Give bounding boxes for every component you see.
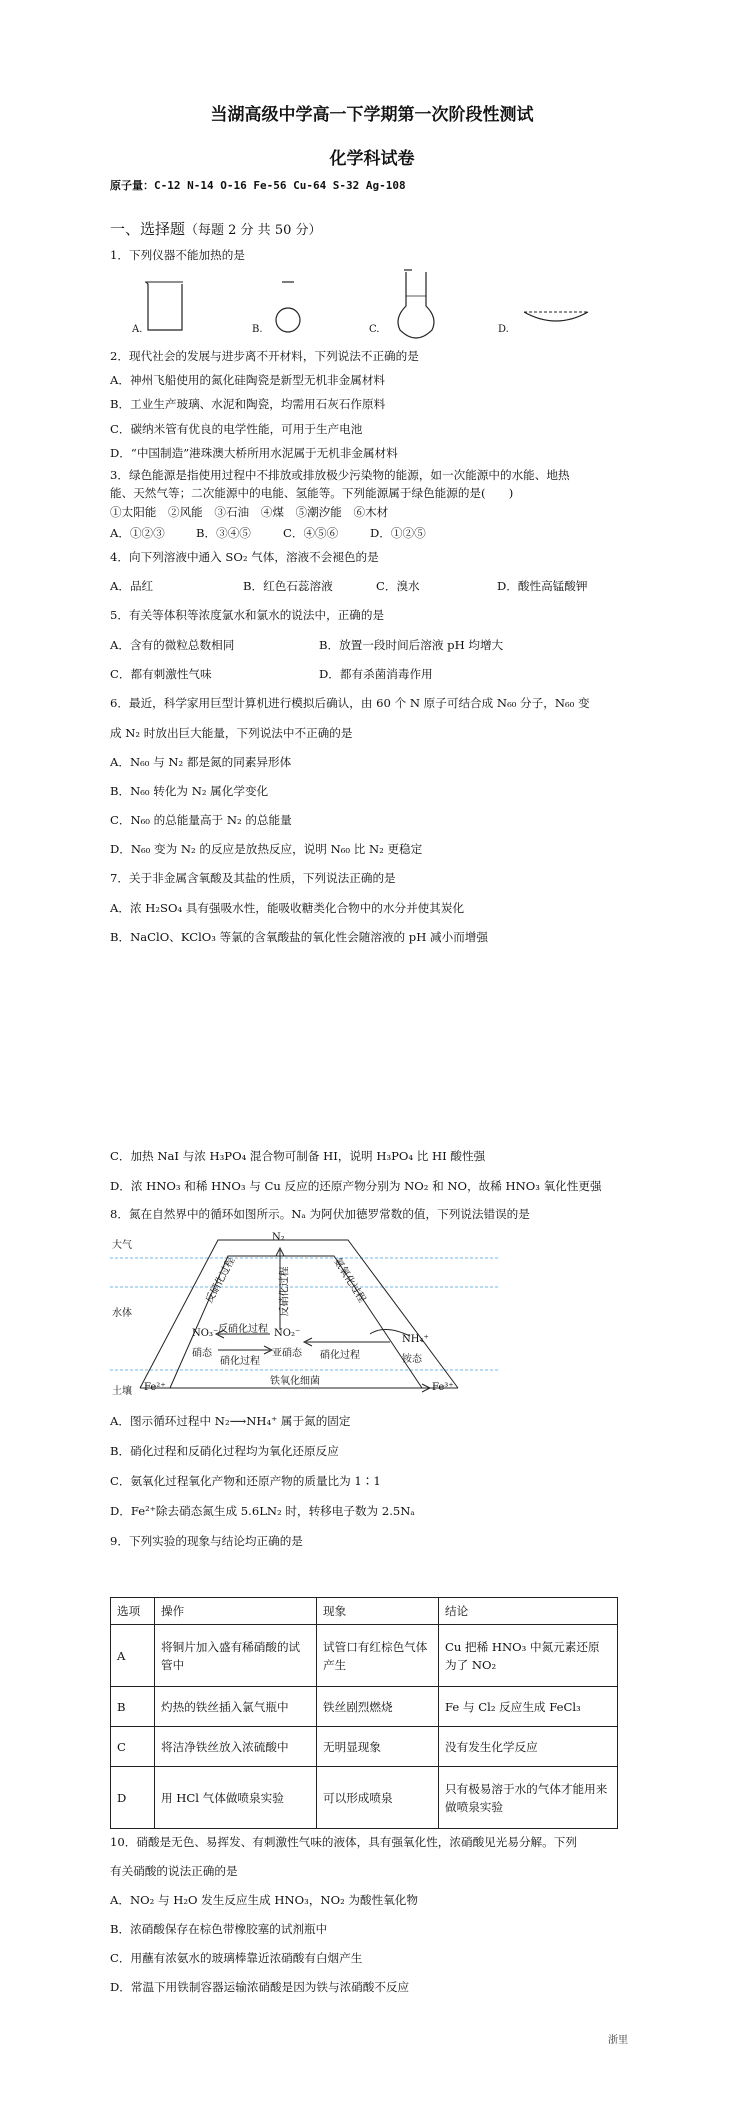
q10-line2: 有关硝酸的说法正确的是	[110, 1864, 238, 1878]
q3-line1: 3．绿色能源是指使用过程中不排放或排放极少污染物的能源，如一次能源中的水能、地热	[110, 468, 570, 482]
bacteria-label: 铁氧化细菌	[270, 1376, 320, 1387]
nh4-state: 铵态	[402, 1354, 422, 1365]
atomic-masses: 原子量：C-12 N-14 O-16 Fe-56 Cu-64 S-32 Ag-108	[110, 179, 406, 192]
table-cell: B	[111, 1687, 155, 1727]
q5-option-d: D．都有杀菌消毒作用	[319, 667, 433, 681]
q5-option-b: B．放置一段时间后溶液 pH 均增大	[319, 638, 504, 652]
table-cell: 试管口有红棕色气体产生	[317, 1625, 439, 1687]
header-conclusion: 结论	[439, 1598, 618, 1625]
evaporating-dish-icon	[520, 306, 592, 330]
q4-stem: 4．向下列溶液中通入 SO₂ 气体，溶液不会褪色的是	[110, 550, 379, 564]
arrow-bottom-label: 硝化过程	[220, 1356, 260, 1367]
q8-option-a: A．图示循环过程中 N₂⟶NH₄⁺ 属于氮的固定	[110, 1414, 351, 1428]
header-phenomenon: 现象	[317, 1598, 439, 1625]
table-cell: C	[111, 1727, 155, 1767]
q2-option-d: D．“中国制造”港珠澳大桥所用水泥属于无机非金属材料	[110, 446, 398, 460]
q8-option-b: B．硝化过程和反硝化过程均为氧化还原反应	[110, 1444, 339, 1458]
q1-label-a: A.	[132, 324, 143, 335]
fe3-node: Fe³⁺	[432, 1382, 454, 1393]
q3-option-d: D．①②⑤	[370, 526, 426, 540]
q9-stem: 9．下列实验的现象与结论均正确的是	[110, 1534, 303, 1548]
header-option: 选项	[111, 1598, 155, 1625]
q8-option-c: C．氨氧化过程氧化产物和还原产物的质量比为 1∶1	[110, 1474, 381, 1488]
q1-label-b: B.	[252, 324, 263, 335]
header-operation: 操作	[155, 1598, 317, 1625]
q6-option-d: D．N₆₀ 变为 N₂ 的反应是放热反应，说明 N₆₀ 比 N₂ 更稳定	[110, 842, 423, 856]
q3-option-b: B．③④⑤	[196, 526, 251, 540]
q5-option-c: C．都有刺激性气味	[110, 667, 212, 681]
q6-line2: 成 N₂ 时放出巨大能量，下列说法中不正确的是	[110, 726, 353, 740]
q10-line1: 10．硝酸是无色、易挥发、有刺激性气味的液体，具有强氧化性，浓硝酸见光易分解。下列	[110, 1835, 577, 1849]
q7-option-c: C．加热 NaI 与浓 H₃PO₄ 混合物可制备 HI，说明 H₃PO₄ 比 HI 酸性强	[110, 1149, 486, 1163]
paper-subtitle: 化学科试卷	[329, 149, 415, 169]
layer-soil: 土壤	[112, 1386, 132, 1397]
q5-stem: 5．有关等体积等浓度氯水和氯水的说法中，正确的是	[110, 608, 385, 622]
no3-node: NO₃⁻	[192, 1328, 219, 1339]
q8-option-d: D．Fe²⁺除去硝态氮生成 5.6LN₂ 时，转移电子数为 2.5Nₐ	[110, 1504, 415, 1518]
q6-option-a: A．N₆₀ 与 N₂ 都是氮的同素异形体	[110, 755, 292, 769]
q2-option-b: B．工业生产玻璃、水泥和陶瓷，均需用石灰石作原料	[110, 397, 386, 411]
q10-option-c: C．用蘸有浓氨水的玻璃棒靠近浓硝酸有白烟产生	[110, 1951, 363, 1965]
table-cell: 灼热的铁丝插入氯气瓶中	[155, 1687, 317, 1727]
section-title	[110, 218, 322, 239]
table-cell: A	[111, 1625, 155, 1687]
table-row	[111, 1727, 618, 1767]
n2-node: N₂	[272, 1232, 285, 1243]
q3-option-a: A．①②③	[110, 526, 165, 540]
q4-option-d: D．酸性高锰酸钾	[497, 579, 588, 593]
q7-option-b: B．NaClO、KClO₃ 等氯的含氧酸盐的氧化性会随溶液的 pH 减小而增强	[110, 930, 488, 944]
q6-line1: 6．最近，科学家用巨型计算机进行模拟后确认，由 60 个 N 原子可结合成 N₆₀ 分子，N₆₀ 变	[110, 696, 590, 710]
table-row	[111, 1687, 618, 1727]
no2-state: 亚硝态	[272, 1348, 302, 1359]
q1-stem: 1．下列仪器不能加热的是	[110, 248, 245, 262]
volumetric-flask-icon	[392, 262, 452, 340]
q1-label-d: D.	[498, 324, 509, 335]
table-cell: 将铜片加入盛有稀硝酸的试管中	[155, 1625, 317, 1687]
arrow-right-label: 硝化过程	[320, 1350, 360, 1361]
arrow-top-label: 反硝化过程	[218, 1324, 268, 1335]
footer-mark: 浙里	[608, 2035, 628, 2046]
q5-option-a: A．含有的微粒总数相同	[110, 638, 235, 652]
no3-state: 硝态	[192, 1348, 212, 1359]
q9-table	[110, 1597, 618, 1829]
beaker-icon	[140, 270, 190, 336]
q2-option-c: C．碳纳米管有优良的电学性能，可用于生产电池	[110, 422, 363, 436]
q7-stem: 7．关于非金属含氧酸及其盐的性质，下列说法正确的是	[110, 871, 396, 885]
path-left-label: 反硝化过程	[204, 1255, 238, 1306]
q10-option-a: A．NO₂ 与 H₂O 发生反应生成 HNO₃，NO₂ 为酸性氧化物	[110, 1893, 418, 1907]
nh4-node: NH₄⁺	[402, 1334, 429, 1345]
q8-stem: 8．氮在自然界中的循环如图所示。Nₐ 为阿伏加德罗常数的值，下列说法错误的是	[110, 1207, 530, 1221]
exam-title: 当湖高级中学高一下学期第一次阶段性测试	[210, 105, 534, 125]
q4-option-b: B．红色石蕊溶液	[243, 579, 333, 593]
table-cell: Cu 把稀 HNO₃ 中氮元素还原为了 NO₂	[439, 1625, 618, 1687]
table-row	[111, 1625, 618, 1687]
q1-label-c: C.	[369, 324, 380, 335]
q3-option-c: C．④⑤⑥	[283, 526, 339, 540]
q2-option-a: A．神州飞船使用的氮化硅陶瓷是新型无机非金属材料	[110, 373, 386, 387]
q3-line2: 能、天然气等；二次能源中的电能、氢能等。下列能源属于绿色能源的是( )	[110, 486, 514, 500]
q10-option-b: B．浓硝酸保存在棕色带橡胶塞的试剂瓶中	[110, 1922, 328, 1936]
table-row	[111, 1767, 618, 1829]
section-note: （每题 2 分 共 50 分）	[185, 223, 322, 238]
layer-atmosphere: 大气	[112, 1240, 132, 1251]
q2-stem: 2．现代社会的发展与进步离不开材料，下列说法不正确的是	[110, 349, 419, 363]
nitrogen-cycle-diagram	[110, 1230, 500, 1400]
q6-option-c: C．N₆₀ 的总能量高于 N₂ 的总能量	[110, 813, 292, 827]
fe2-node: Fe²⁺	[144, 1382, 166, 1393]
table-cell: D	[111, 1767, 155, 1829]
q7-option-a: A．浓 H₂SO₄ 具有强吸水性，能吸收糖类化合物中的水分并使其炭化	[110, 901, 465, 915]
path-right-label: 氨氧化过程	[331, 1256, 368, 1305]
q10-option-d: D．常温下用铁制容器运输浓硝酸是因为铁与浓硝酸不反应	[110, 1980, 410, 1994]
table-cell: 无明显现象	[317, 1727, 439, 1767]
table-cell: 用 HCl 气体做喷泉实验	[155, 1767, 317, 1829]
q7-option-d: D．浓 HNO₃ 和稀 HNO₃ 与 Cu 反应的还原产物分别为 NO₂ 和 NO，故稀 HNO₃ 氧化性更强	[110, 1179, 602, 1193]
table-cell: 可以形成喷泉	[317, 1767, 439, 1829]
table-cell: 只有极易溶于水的气体才能用来做喷泉实验	[439, 1767, 618, 1829]
q6-option-b: B．N₆₀ 转化为 N₂ 属化学变化	[110, 784, 269, 798]
section-name: 一、选择题	[110, 220, 186, 238]
q4-option-a: A．品红	[110, 579, 154, 593]
q3-items: ①太阳能 ②风能 ③石油 ④煤 ⑤潮汐能 ⑥木材	[110, 505, 389, 519]
layer-water: 水体	[112, 1308, 132, 1319]
table-cell: 没有发生化学反应	[439, 1727, 618, 1767]
table-header	[111, 1598, 618, 1625]
q4-option-c: C．溴水	[376, 579, 420, 593]
table-cell: Fe 与 Cl₂ 反应生成 FeCl₃	[439, 1687, 618, 1727]
round-flask-icon	[268, 270, 312, 336]
no2-node: NO₂⁻	[274, 1328, 301, 1339]
table-cell: 将洁净铁丝放入浓硫酸中	[155, 1727, 317, 1767]
path-mid-label: 反硝化过程	[279, 1266, 291, 1317]
table-cell: 铁丝剧烈燃烧	[317, 1687, 439, 1727]
